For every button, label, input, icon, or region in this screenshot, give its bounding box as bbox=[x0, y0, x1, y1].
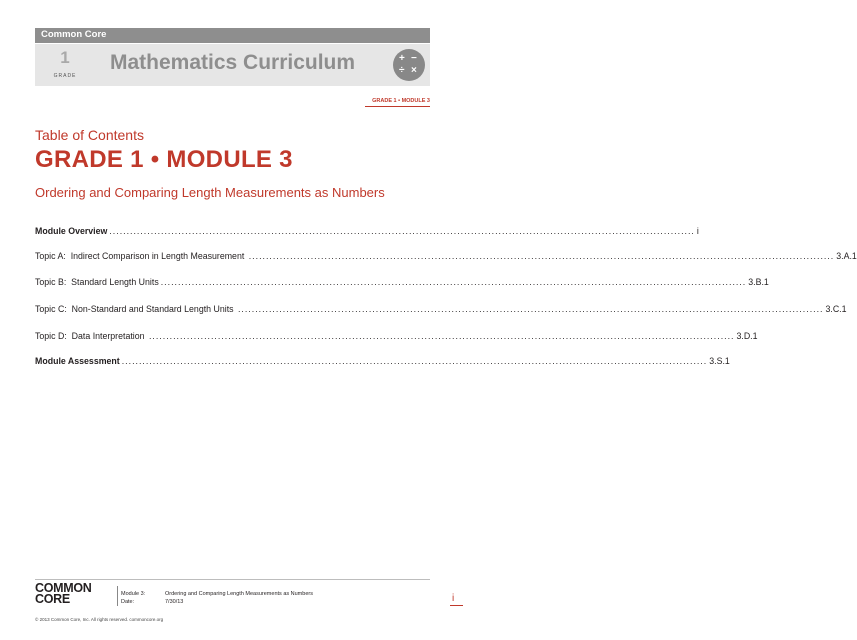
page-number: i bbox=[452, 593, 455, 604]
toc-entry-label: Topic B: Standard Length Units bbox=[35, 277, 159, 287]
grade-number: 1 bbox=[60, 48, 70, 67]
footer-vertical-divider bbox=[117, 586, 118, 606]
date-label: Date: bbox=[121, 599, 135, 605]
times-symbol: × bbox=[411, 65, 417, 76]
math-operations-icon bbox=[393, 49, 425, 81]
grade-word: GRADE bbox=[53, 73, 77, 79]
grade-tag-underline bbox=[365, 106, 430, 107]
toc-entry-module-overview[interactable] bbox=[35, 222, 699, 236]
toc-leader-dots: .......................................................................................................................................................................... bbox=[237, 304, 824, 314]
grade-module-tag: GRADE 1 • MODULE 3 bbox=[372, 98, 430, 104]
toc-entry-module-assessment[interactable] bbox=[35, 352, 730, 366]
toc-entry-page: 3.A.1 bbox=[836, 251, 857, 261]
date-value: 7/30/13 bbox=[165, 599, 184, 605]
toc-entry-page: 3.D.1 bbox=[736, 331, 758, 341]
toc-entry-label: Module Overview bbox=[35, 226, 108, 236]
toc-entry-label: Module Assessment bbox=[35, 356, 120, 366]
banner-text: Common Core bbox=[41, 29, 107, 40]
curriculum-title: Mathematics Curriculum bbox=[110, 51, 356, 74]
toc-entry-page: 3.B.1 bbox=[748, 277, 769, 287]
footer-labels bbox=[121, 590, 145, 606]
footer-divider bbox=[35, 579, 430, 580]
toc-entry-label: Topic A: Indirect Comparison in Length Measurement bbox=[35, 251, 247, 261]
logo-line-2: CORE bbox=[35, 592, 70, 606]
toc-entry-topic-b[interactable] bbox=[35, 273, 769, 287]
common-core-logo bbox=[35, 583, 110, 605]
toc-entry-label: Topic D: Data Interpretation bbox=[35, 331, 147, 341]
toc-entry-label: Topic C: Non-Standard and Standard Length Units bbox=[35, 304, 236, 314]
toc-entry-topic-d[interactable] bbox=[35, 327, 758, 341]
toc-leader-dots: .......................................................................................................................................................................... bbox=[248, 251, 835, 261]
toc-entry-topic-a[interactable] bbox=[35, 247, 857, 261]
toc-leader-dots: .......................................................................................................................................................................... bbox=[121, 356, 708, 366]
toc-entry-topic-c[interactable] bbox=[35, 300, 847, 314]
curriculum-header bbox=[35, 44, 430, 86]
divide-symbol: ÷ bbox=[399, 65, 405, 76]
toc-leader-dots: .......................................................................................................................................................................... bbox=[160, 277, 747, 287]
toc-entry-page: 3.S.1 bbox=[709, 356, 730, 366]
toc-entry-page: 3.C.1 bbox=[825, 304, 847, 314]
toc-leader-dots: .......................................................................................................................................................................... bbox=[148, 331, 735, 341]
plus-symbol: + bbox=[399, 53, 405, 64]
module-value: Ordering and Comparing Length Measurements as Numbers bbox=[165, 591, 313, 597]
module-subtitle: Ordering and Comparing Length Measurements as Numbers bbox=[35, 185, 385, 200]
top-banner bbox=[35, 28, 430, 43]
toc-label: Table of Contents bbox=[35, 127, 144, 143]
copyright-notice: © 2013 Common Core, Inc. All rights reserved. commoncore.org bbox=[35, 617, 164, 622]
page-number-underline bbox=[450, 605, 463, 606]
grade-box bbox=[35, 44, 95, 86]
module-title: GRADE 1 • MODULE 3 bbox=[35, 146, 293, 173]
module-label: Module 3: bbox=[121, 591, 146, 597]
minus-symbol: − bbox=[411, 53, 417, 64]
footer-values bbox=[165, 590, 313, 606]
toc-entry-page: i bbox=[696, 226, 699, 236]
logo-line-1: COMMON bbox=[35, 581, 92, 595]
toc-leader-dots: .......................................................................................................................................................................... bbox=[109, 226, 695, 236]
